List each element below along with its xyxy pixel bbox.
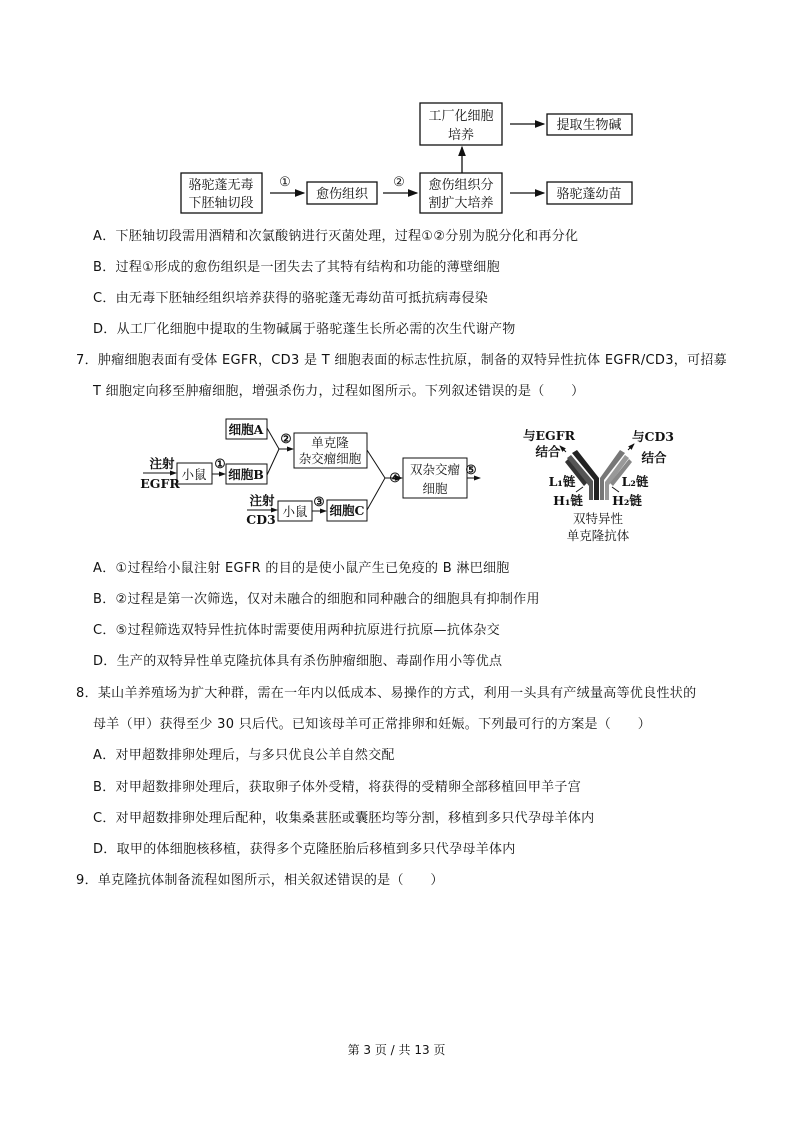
cell-c-label: 细胞C: [329, 503, 365, 518]
step-5: ⑤: [465, 462, 477, 477]
step-label: ①: [279, 175, 291, 190]
q7-stem-line1: 7．肿瘤细胞表面有受体 EGFR，CD3 是 T 细胞表面的标志性抗原，制备的双特异性抗体 EGFR/CD3，可招募: [76, 353, 727, 368]
box-start-line1: 骆驼蓬无毒: [188, 178, 254, 193]
q7-option-c: C．⑤过程筛选双特异性抗体时需要使用两种抗原进行抗原—抗体杂交: [93, 623, 501, 638]
box-split-line2: 割扩大培养: [428, 196, 494, 211]
q6-option-a: A．下胚轴切段需用酒精和次氯酸钠进行灭菌处理，过程①②分别为脱分化和再分化: [93, 229, 579, 244]
step-label: ②: [393, 175, 405, 190]
mouse-label-2: 小鼠: [282, 504, 308, 519]
step-3: ③: [313, 494, 325, 509]
q8-stem-line1: 8．某山羊养殖场为扩大种群，需在一年内以低成本、易操作的方式，利用一头具有产绒量高等优良性状的: [76, 686, 697, 701]
h1-label: H₁链: [553, 493, 583, 508]
mono-hybridoma-line2: 杂交瘤细胞: [298, 451, 362, 466]
l1-label: L₁链: [548, 474, 576, 489]
step-4: ④: [389, 470, 401, 485]
double-hybridoma-line1: 双杂交瘤: [409, 462, 461, 477]
bind-cd3-line2: 结合: [641, 450, 667, 465]
q8-option-b: B．对甲超数排卵处理后，获取卵子体外受精，将获得的受精卵全部移植回甲羊子宫: [93, 780, 582, 795]
q7-stem-line2: T 细胞定向移至肿瘤细胞，增强杀伤力，过程如图所示。下列叙述错误的是（ ）: [93, 384, 585, 399]
l2-label: L₂链: [621, 474, 649, 489]
box-factory-line1: 工厂化细胞: [428, 109, 494, 124]
h2-label: H₂链: [612, 493, 642, 508]
mouse-label: 小鼠: [181, 467, 207, 482]
cd3-label: CD3: [246, 512, 276, 527]
mono-hybridoma-line1: 单克隆: [311, 435, 349, 450]
cell-a-label: 细胞A: [228, 422, 264, 437]
box-seedling-label: 骆驼蓬幼苗: [556, 187, 622, 202]
box-split-line1: 愈伤组织分: [428, 178, 494, 193]
q7-option-b: B．②过程是第一次筛选，仅对未融合的细胞和同种融合的细胞具有抑制作用: [93, 592, 540, 607]
cell-b-label: 细胞B: [228, 467, 264, 482]
box-extract-label: 提取生物碱: [556, 118, 622, 133]
bind-egfr-line2: 结合: [535, 444, 561, 459]
antibody-icon: [560, 444, 634, 500]
inject-label-2: 注射: [249, 493, 275, 508]
egfr-label: EGFR: [140, 476, 180, 491]
q6-option-d: D．从工厂化细胞中提取的生物碱属于骆驼蓬生长所必需的次生代谢产物: [93, 322, 516, 337]
step-1: ①: [214, 456, 226, 471]
antibody-label-line2: 单克隆抗体: [566, 528, 630, 543]
q7-option-a: A．①过程给小鼠注射 EGFR 的目的是使小鼠产生已免疫的 B 淋巴细胞: [93, 561, 510, 576]
q9-stem: 9．单克隆抗体制备流程如图所示，相关叙述错误的是（ ）: [76, 873, 444, 888]
step-2: ②: [280, 431, 292, 446]
bind-egfr-line1: 与EGFR: [523, 428, 575, 443]
inject-label: 注射: [149, 456, 175, 471]
q8-option-a: A．对甲超数排卵处理后，与多只优良公羊自然交配: [93, 748, 395, 763]
box-start-line2: 下胚轴切段: [188, 196, 254, 211]
q6-option-c: C．由无毒下胚轴经组织培养获得的骆驼蓬无毒幼苗可抵抗病毒侵染: [93, 291, 489, 306]
q8-option-c: C．对甲超数排卵处理后配种，收集桑葚胚或囊胚均等分割，移植到多只代孕母羊体内: [93, 811, 595, 826]
box-factory-line2: 培养: [447, 128, 475, 143]
box-callus-label: 愈伤组织: [315, 187, 369, 202]
bispecific-antibody-diagram: [0, 0, 793, 560]
antibody-label-line1: 双特异性: [572, 511, 624, 526]
q8-stem-line2: 母羊（甲）获得至少 30 只后代。已知该母羊可正常排卵和妊娠。下列最可行的方案是（ ）: [93, 717, 652, 732]
page-footer: 第 3 页 / 共 13 页: [347, 1043, 446, 1057]
q8-option-d: D．取甲的体细胞核移植，获得多个克隆胚胎后移植到多只代孕母羊体内: [93, 842, 516, 857]
q7-option-d: D．生产的双特异性单克隆抗体具有杀伤肿瘤细胞、毒副作用小等优点: [93, 654, 503, 669]
double-hybridoma-line2: 细胞: [422, 481, 448, 496]
bind-cd3-line1: 与CD3: [632, 429, 674, 444]
q6-option-b: B．过程①形成的愈伤组织是一团失去了其特有结构和功能的薄壁细胞: [93, 260, 500, 275]
